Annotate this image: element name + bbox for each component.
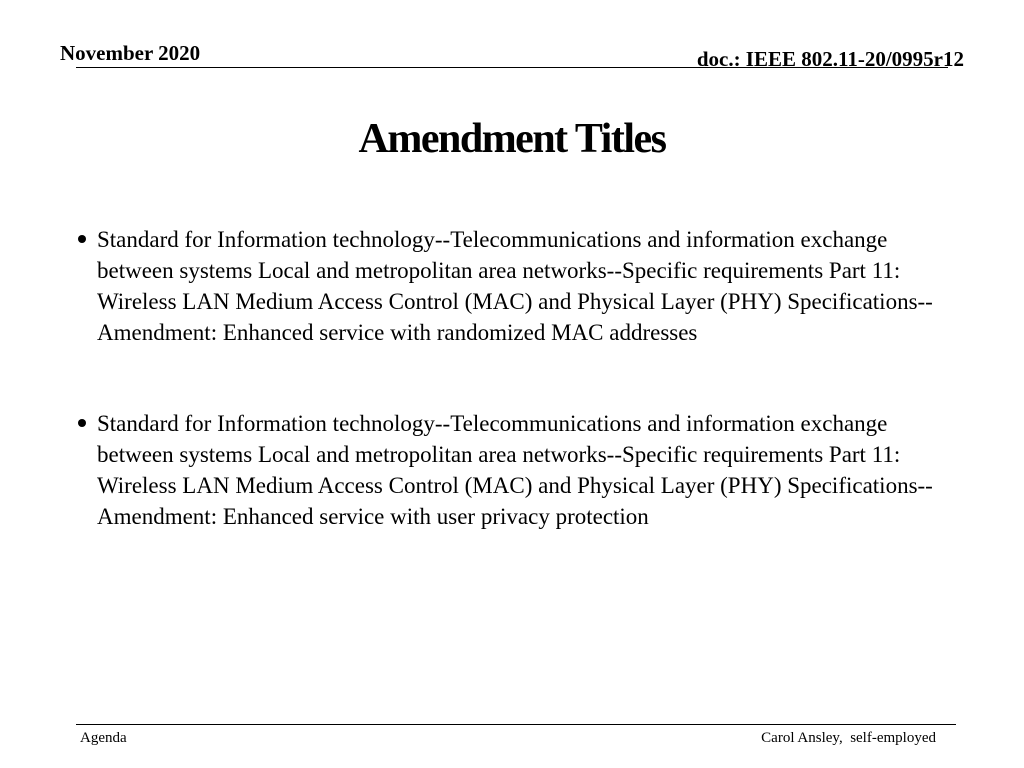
- bullet-text: Standard for Information technology--Telecommunications and information exchange between systems Local and metropolitan area networks--Specific requirements Part 11: Wireless LAN Medium Access Control (MAC) and Physical Layer (PHY) Specifications-- Amendment: Enhanced service with user privacy protection: [97, 411, 933, 529]
- document-id: doc.: IEEE 802.11-20/0995r12: [696, 47, 964, 71]
- header-date: November 2020: [60, 41, 201, 65]
- bullet-item-randomized-mac: [74, 224, 964, 348]
- bullet-item-user-privacy: [74, 408, 964, 532]
- bullet-text: Standard for Information technology--Telecommunications and information exchange between systems Local and metropolitan area networks--Specific requirements Part 11: Wireless LAN Medium Access Control (MAC) and Physical Layer (PHY) Specifications-- Amendment: Enhanced service with randomized MAC addresses: [97, 227, 933, 345]
- bullet-dot-icon: [78, 235, 86, 243]
- bullet-dot-icon: [78, 419, 86, 427]
- header-divider: [76, 67, 948, 68]
- slide-title: Amendment Titles: [358, 116, 666, 162]
- bullet-list: [74, 224, 964, 532]
- footer-label: Agenda: [80, 730, 127, 746]
- footer-author: Carol Ansley, self-employed: [761, 730, 936, 746]
- footer-divider: [76, 724, 956, 725]
